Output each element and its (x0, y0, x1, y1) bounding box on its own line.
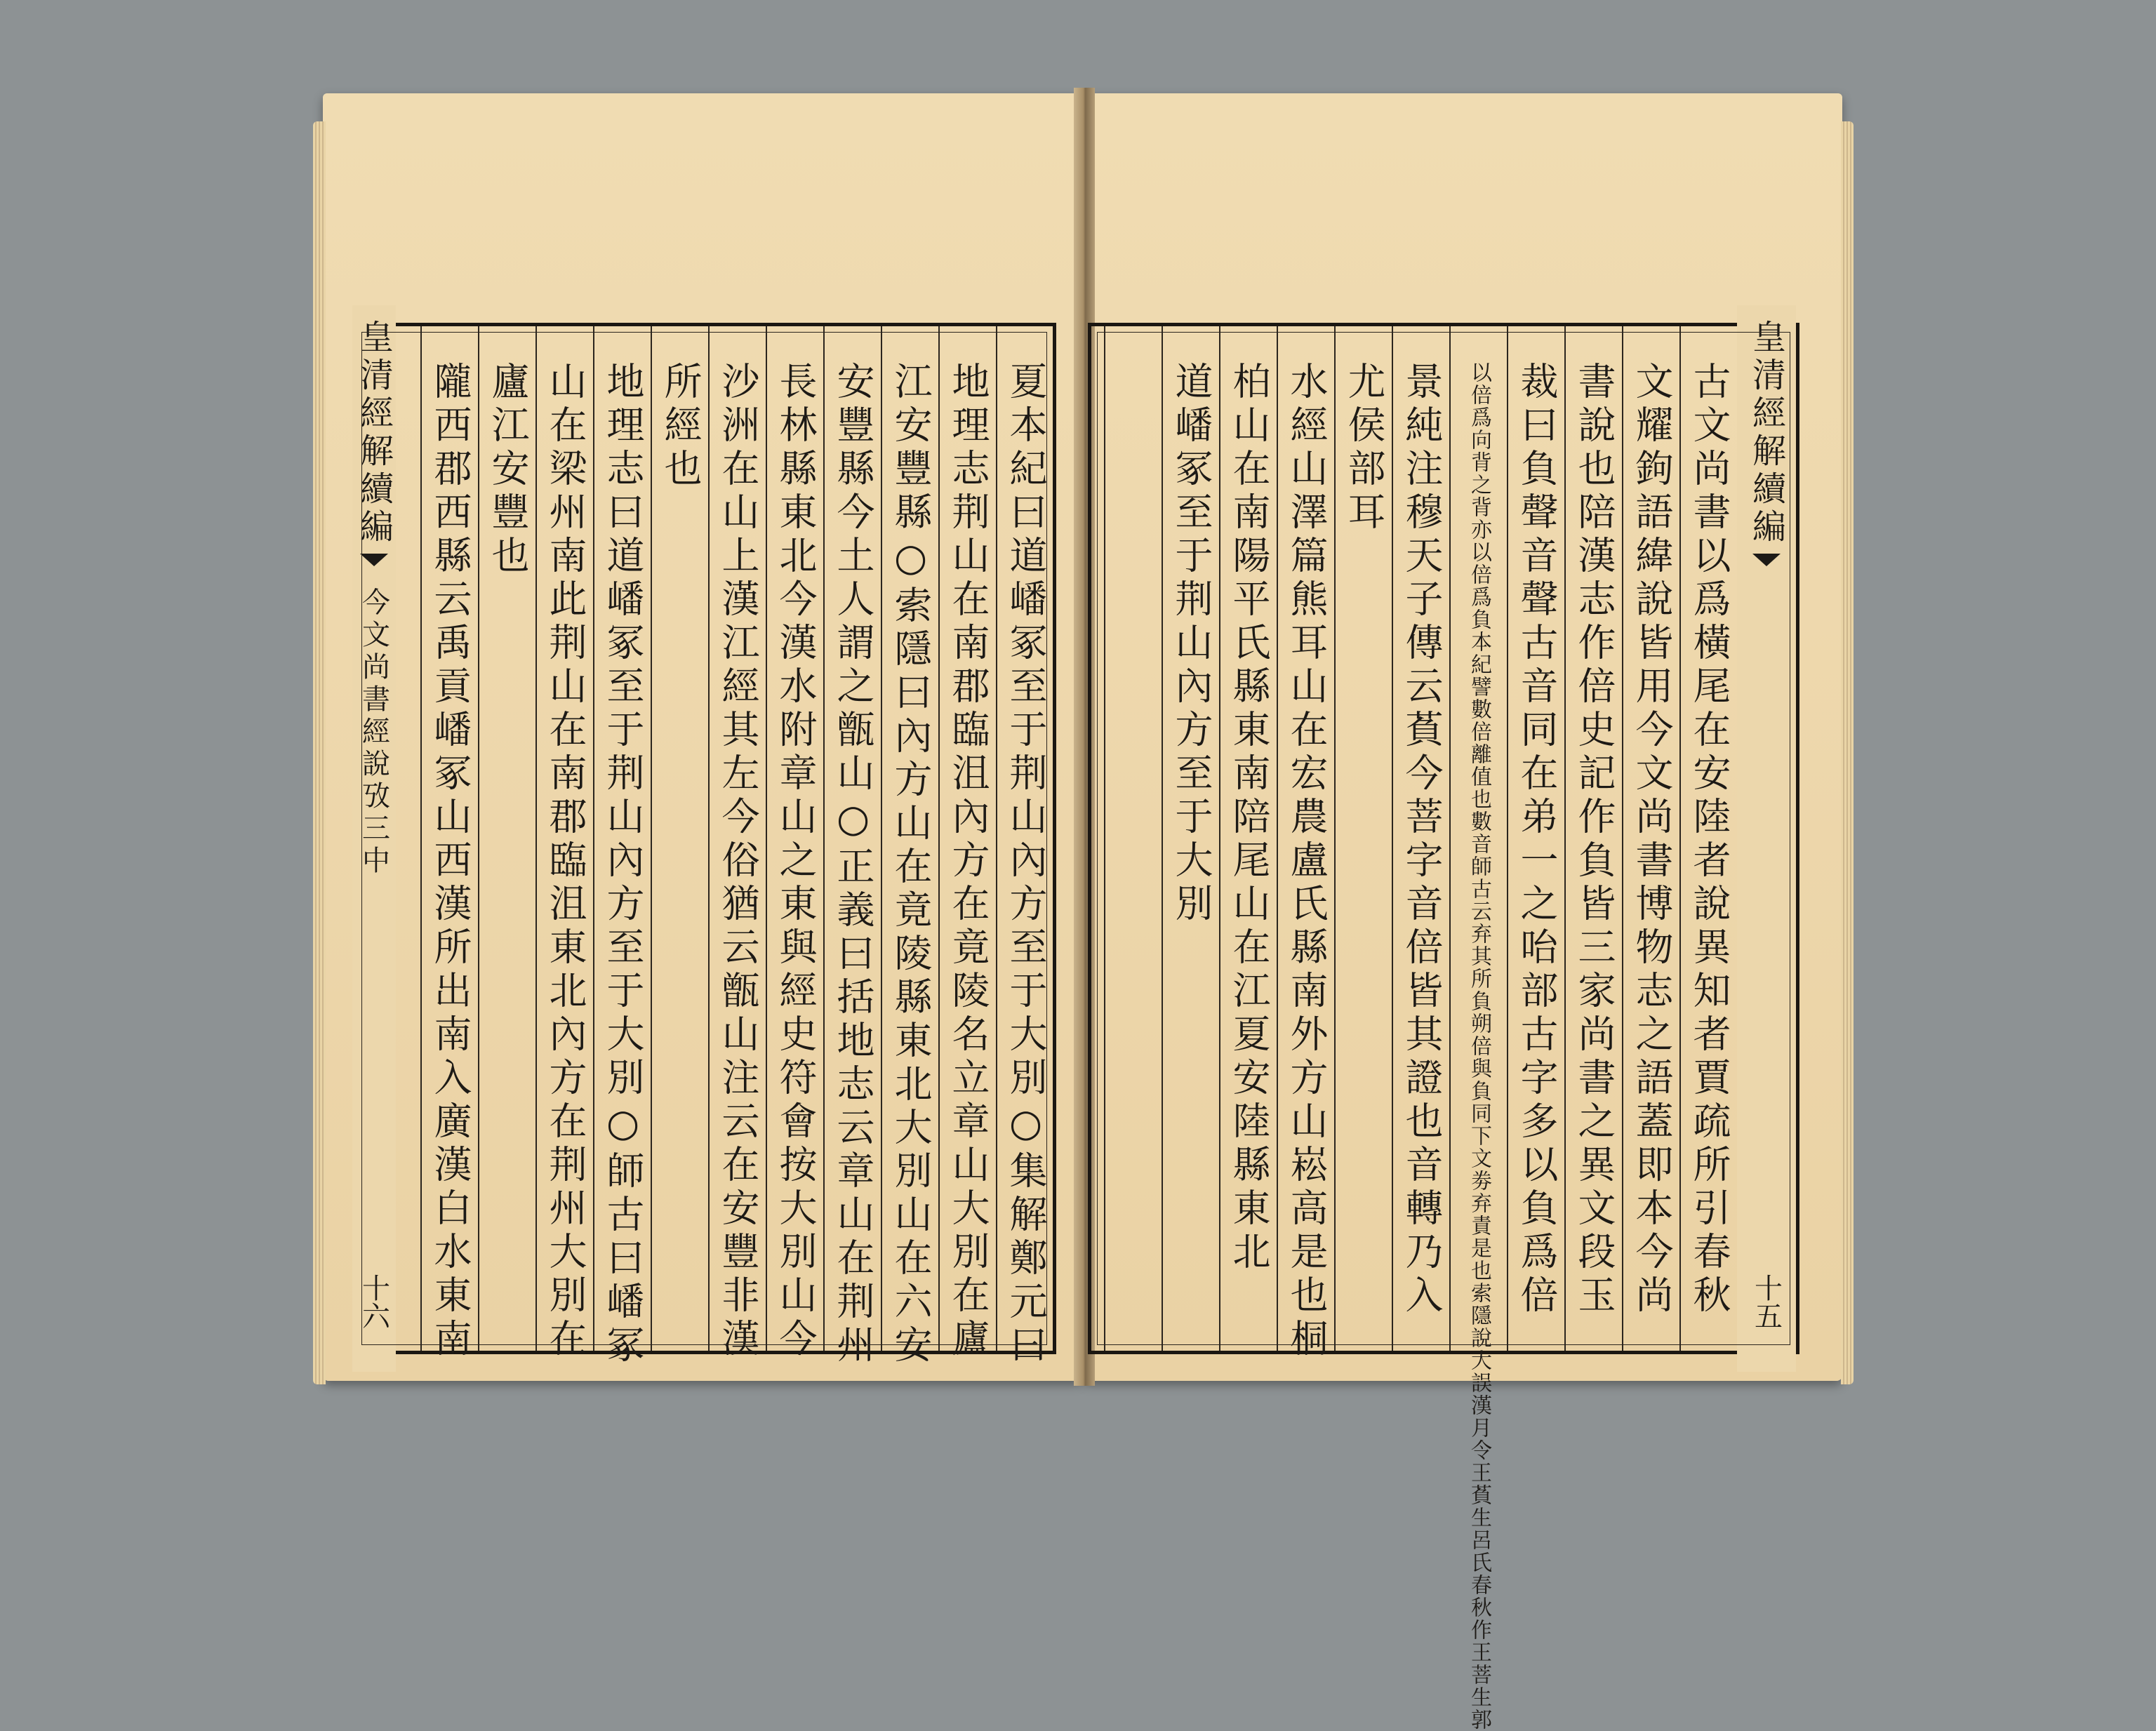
text-column: 夏本紀曰道嶓冢至于荆山內方至于大別○集解鄭元曰 (996, 326, 1053, 1351)
text-column: 文耀鉤語緯說皆用今文尚書博物志之語蓋即本今尚 (1622, 326, 1679, 1351)
text-column: 地理志荆山在南郡臨沮內方在竟陵名立章山大別在廬 (938, 326, 996, 1351)
page-edges-left (313, 121, 326, 1384)
text-column: 書說也陪漢志作倍史記作負皆三家尚書之異文段玉 (1564, 326, 1622, 1351)
text-column: 水經山澤篇熊耳山在宏農盧氏縣南外方山崧高是也桐 (1277, 326, 1334, 1351)
text-column: 所經也 (651, 326, 708, 1351)
fishtail-mark-icon (360, 554, 388, 566)
text-column: 隴西郡西縣云禹貢嶓冢山西漢所出南入廣漢白水東南 (420, 326, 478, 1351)
text-column: 道嶓冢至于荆山內方至于大別 (1162, 326, 1219, 1351)
fold-page-number: 十五 (1750, 1274, 1783, 1330)
text-column: 安豐縣今土人謂之甑山○正義曰括地志云章山在荆州 (823, 326, 881, 1351)
text-column: 古文尚書以爲橫尾在安陸者說異知者賈疏所引春秋 (1679, 326, 1737, 1351)
page-edges-right (1841, 121, 1854, 1384)
text-column: 長林縣東北今漢水附章山之東與經史符會按大別山今 (766, 326, 823, 1351)
text-column: 柏山在南陽平氏縣東南陪尾山在江夏安陸縣東北 (1219, 326, 1277, 1351)
right-text-frame (1088, 319, 1799, 1731)
text-column: 沙洲在山上漢江經其左今俗猶云甑山注云在安豐非漢 (708, 326, 766, 1351)
fold-section-title: 今文尚書經說攷三中 (357, 587, 390, 878)
fold-book-title: 皇清經解續編 (354, 319, 394, 547)
text-column: 景純注穆天子傳云萯今菩字音倍皆其證也音轉乃入 (1392, 326, 1449, 1351)
text-column: 以倍爲向背之背亦以倍爲負本紀譬數倍離值也數音師古云弃其所負朔倍與負同下文劵弃責是也索隱說大誤漢月令王萯生呂氏春秋作王菩生郭 (1449, 326, 1507, 1351)
left-fold-margin (352, 305, 396, 1372)
right-fold-margin (1737, 305, 1796, 1372)
fold-book-title: 皇清經解續編 (1746, 319, 1786, 547)
text-column: 江安豐縣○索隱曰內方山在竟陵縣東北大別山在六安 (881, 326, 938, 1351)
text-column: 地理志曰道嶓冢至于荆山內方至于大別○師古曰嶓冢 (593, 326, 651, 1351)
text-column (1104, 326, 1162, 1351)
open-book (309, 81, 1842, 1731)
text-column: 山在梁州南此荆山在南郡臨沮東北內方在荆州大別在 (535, 326, 593, 1351)
fold-page-number: 十六 (357, 1274, 390, 1330)
fishtail-mark-icon (1752, 554, 1781, 566)
text-column: 尤侯部耳 (1334, 326, 1392, 1351)
text-column: 裁曰負聲音聲古音同在弟一之咍部古字多以負爲倍 (1507, 326, 1564, 1351)
left-text-frame (352, 319, 1056, 1368)
text-column: 廬江安豐也 (478, 326, 535, 1351)
